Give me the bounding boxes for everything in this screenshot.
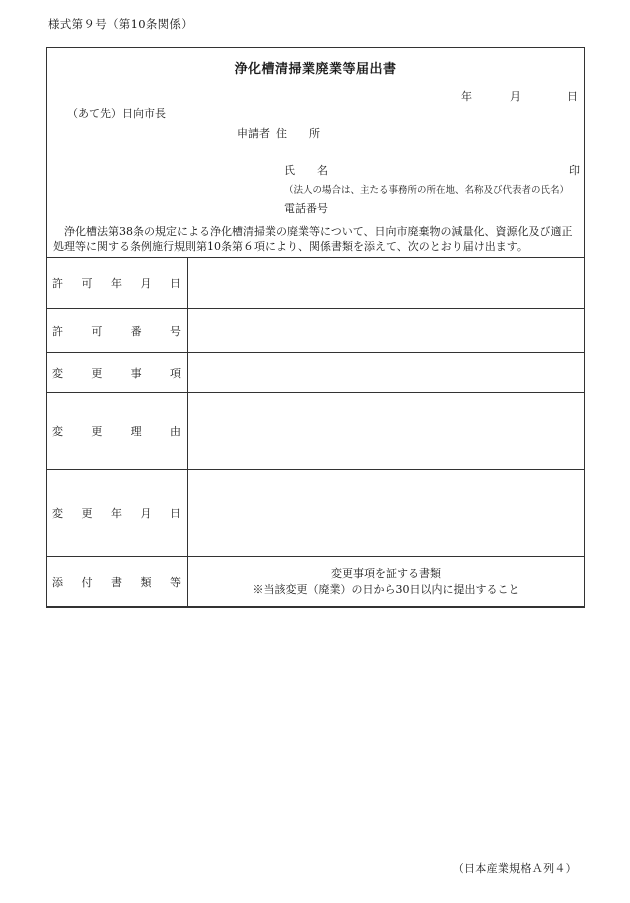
table-row [47,557,585,608]
details-table [46,257,585,608]
applicant-name-row [284,162,580,178]
applicant-label: 申請者 [237,127,270,140]
attachments-line-2: ※当該変更（廃業）の日から30日以内に提出すること [252,583,520,596]
date-month-label: 月 [510,90,521,103]
date-row [461,88,578,104]
date-day-label: 日 [567,90,578,103]
permit-date-field[interactable] [188,258,585,309]
phone-label: 電話番号 [284,202,328,215]
attachments-line-1: 変更事項を証する書類 [331,567,441,580]
change-date-label: 変 更 年 月 日 [47,470,188,557]
body-text: 浄化槽法第38条の規定による浄化槽清掃業の廃業等について、日向市廃棄物の減量化、資源化及び適正処理等に関する条例施行規則第10条第６項により、関係書類を添えて、次のとおり届け出ます。 [53,225,573,253]
seal-mark: 印 [569,164,580,177]
form-title: 浄化槽清掃業廃業等届出書 [234,62,397,77]
table-row [47,470,585,557]
change-reason-field[interactable] [188,393,585,470]
change-date-field[interactable] [188,470,585,557]
permit-number-field[interactable] [188,309,585,353]
attachments-value [188,557,585,608]
table-row [47,393,585,470]
paper-size-note: （日本産業規格Ａ列４） [452,862,577,875]
permit-date-label: 許 可 年 月 日 [47,258,188,309]
addressee: （あて先）日向市長 [67,107,166,120]
change-reason-label: 変 更 理 由 [47,393,188,470]
change-item-label: 変 更 事 項 [47,353,188,393]
form-number: 様式第９号（第10条関係） [48,17,194,31]
date-year-label: 年 [461,90,472,103]
table-row [47,258,585,309]
permit-number-label: 許 可 番 号 [47,309,188,353]
attachments-label: 添 付 書 類 等 [47,557,188,608]
change-item-field[interactable] [188,353,585,393]
form-frame [46,47,585,607]
corporate-note: （法人の場合は、主たる事務所の所在地、名称及び代表者の氏名） [284,185,570,196]
table-row [47,309,585,353]
applicant-address-row [237,125,320,141]
table-row [47,353,585,393]
name-label: 氏 名 [284,164,328,177]
address-label: 住 所 [276,127,320,140]
